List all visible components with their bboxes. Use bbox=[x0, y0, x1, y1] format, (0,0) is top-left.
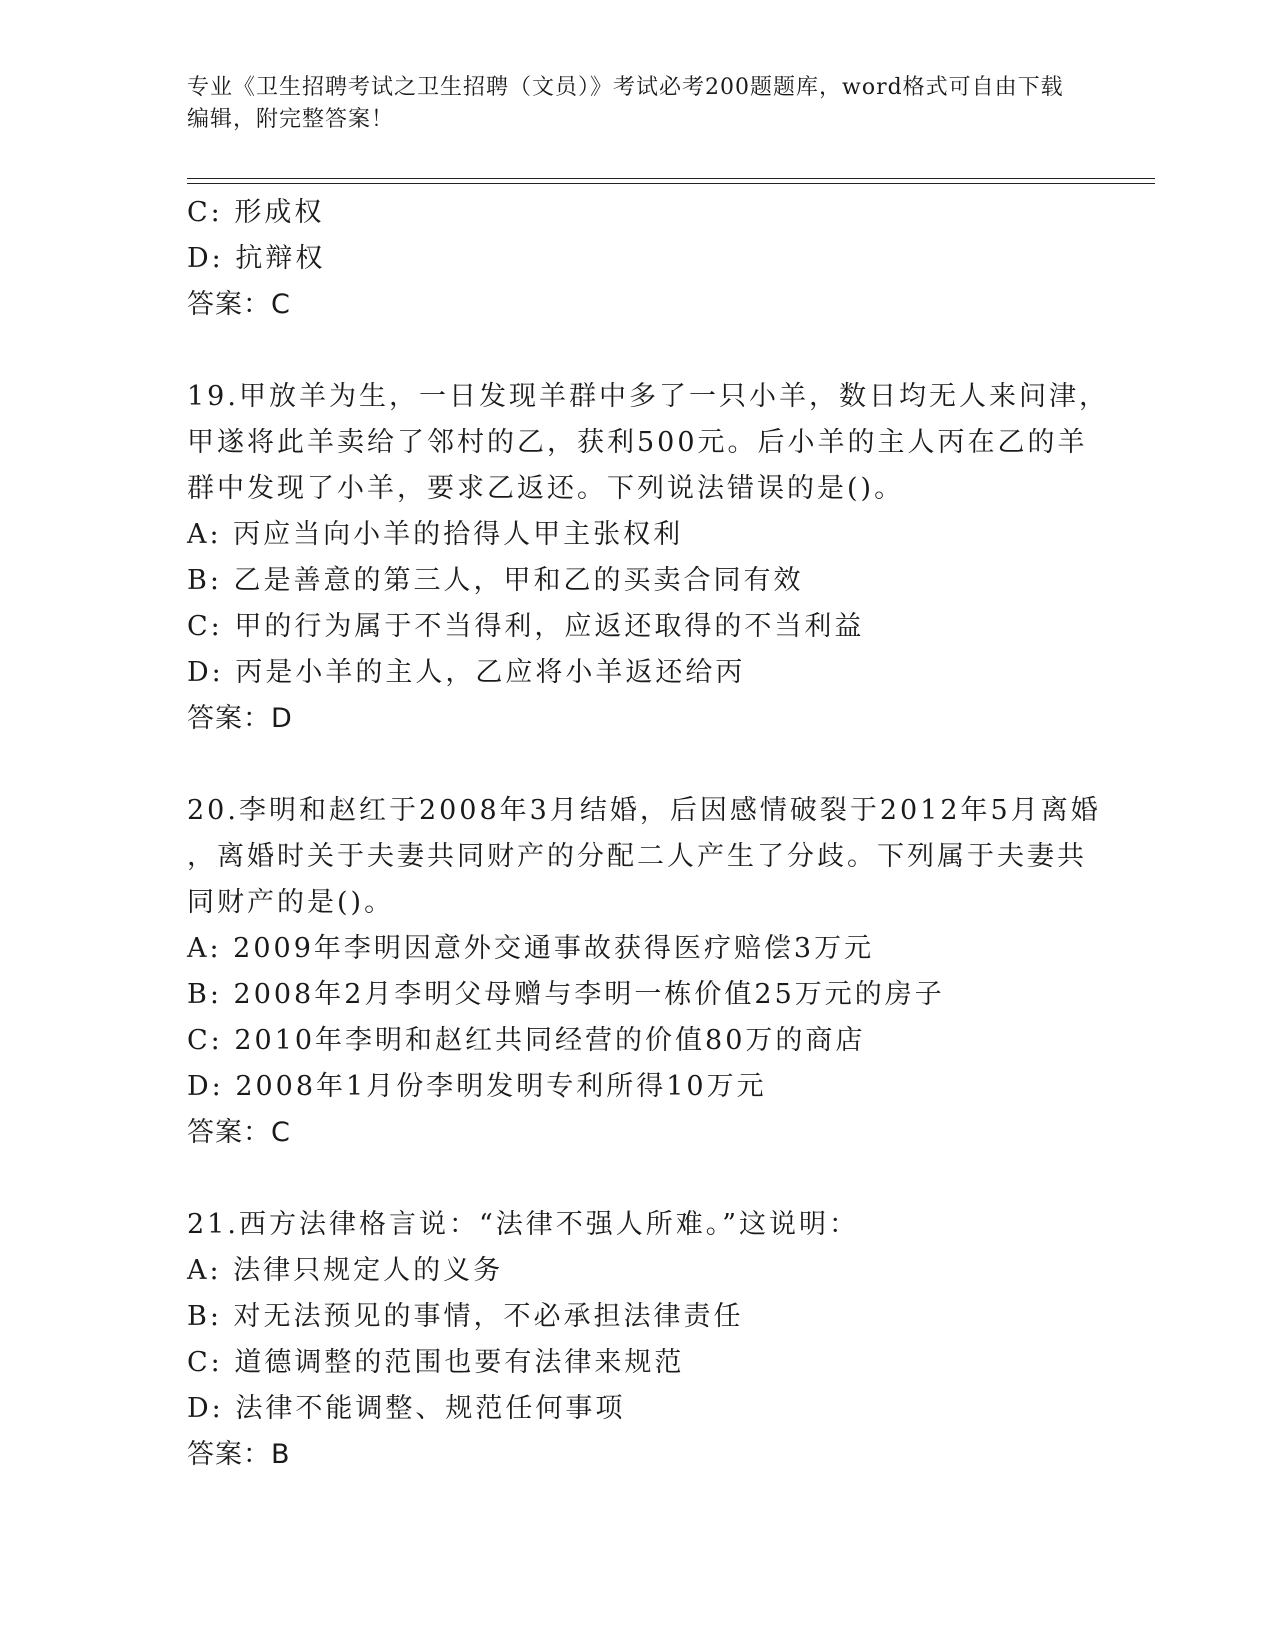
question-text-line: 同财产的是()。 bbox=[187, 887, 395, 918]
option-d: D: 法律不能调整、规范任何事项 bbox=[187, 1393, 626, 1424]
header-divider-bottom bbox=[187, 183, 1155, 184]
question-text-line: 20.李明和赵红于2008年3月结婚，后因感情破裂于2012年5月离婚 bbox=[187, 795, 1101, 826]
option-c: C: 甲的行为属于不当得利，应返还取得的不当利益 bbox=[187, 611, 865, 642]
option-b: B: 对无法预见的事情，不必承担法律责任 bbox=[187, 1301, 744, 1332]
header-divider-top bbox=[187, 178, 1155, 179]
option-c: C: 道德调整的范围也要有法律来规范 bbox=[187, 1347, 685, 1378]
question-text-line: ，离婚时关于夫妻共同财产的分配二人产生了分歧。下列属于夫妻共 bbox=[187, 841, 1087, 872]
question-text-line: 19.甲放羊为生，一日发现羊群中多了一只小羊，数日均无人来问津， bbox=[187, 381, 1109, 412]
question-20 bbox=[187, 788, 1101, 1156]
option-b: B: 2008年2月李明父母赠与李明一栋价值25万元的房子 bbox=[187, 979, 945, 1010]
question-text-line: 21.西方法律格言说：“法律不强人所难。”这说明： bbox=[187, 1209, 860, 1240]
option-c: C: 形成权 bbox=[187, 197, 325, 228]
previous-question-tail bbox=[187, 190, 1087, 328]
question-text-line: 甲遂将此羊卖给了邻村的乙，获利500元。后小羊的主人丙在乙的羊 bbox=[187, 427, 1088, 458]
answer-line: 答案：C bbox=[187, 1117, 291, 1148]
option-a: A: 丙应当向小羊的拾得人甲主张权利 bbox=[187, 519, 684, 550]
option-a: A: 法律只规定人的义务 bbox=[187, 1255, 504, 1286]
question-19 bbox=[187, 374, 1109, 742]
spacer bbox=[187, 1156, 1087, 1202]
answer-line: 答案：C bbox=[187, 289, 291, 320]
option-c: C: 2010年李明和赵红共同经营的价值80万的商店 bbox=[187, 1025, 866, 1056]
spacer bbox=[187, 742, 1087, 788]
question-21 bbox=[187, 1202, 1087, 1478]
option-d: D: 丙是小羊的主人，乙应将小羊返还给丙 bbox=[187, 657, 746, 688]
answer-line: 答案：D bbox=[187, 703, 293, 734]
document-header: 专业《卫生招聘考试之卫生招聘（文员）》考试必考200题题库，word格式可自由下载编辑，附完整答案！ bbox=[187, 75, 1064, 132]
spacer bbox=[187, 328, 1087, 374]
option-d: D: 2008年1月份李明发明专利所得10万元 bbox=[187, 1071, 767, 1102]
answer-line: 答案：B bbox=[187, 1439, 291, 1470]
document-body bbox=[187, 190, 1109, 1478]
option-a: A: 2009年李明因意外交通事故获得医疗赔偿3万元 bbox=[187, 933, 875, 964]
option-b: B: 乙是善意的第三人，甲和乙的买卖合同有效 bbox=[187, 565, 804, 596]
option-d: D: 抗辩权 bbox=[187, 243, 326, 274]
question-text-line: 群中发现了小羊，要求乙返还。下列说法错误的是()。 bbox=[187, 473, 905, 504]
